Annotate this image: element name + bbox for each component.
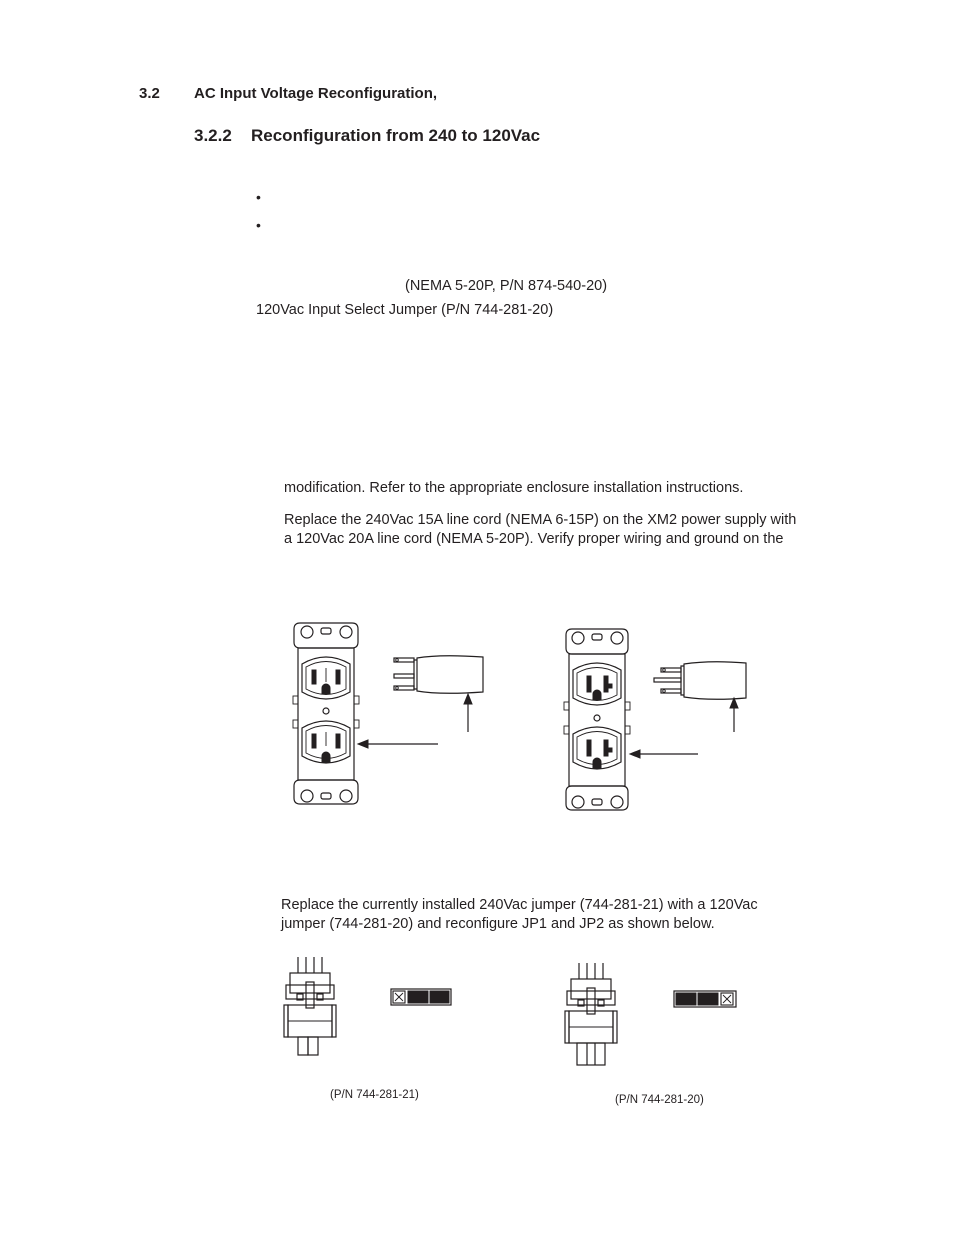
bullet-2: • — [256, 217, 261, 233]
jumper-120-connector — [563, 961, 623, 1069]
caption-jumper-240: (P/N 744-281-21) — [330, 1089, 419, 1101]
receptacle-6-15-diagram — [290, 620, 490, 810]
bullet-1: • — [256, 189, 261, 205]
paragraph-line-cord-2: a 120Vac 20A line cord (NEMA 5-20P). Verify proper wiring and ground on the — [284, 531, 784, 547]
paragraph-jumper-1: Replace the currently installed 240Vac jumper (744-281-21) with a 120Vac — [281, 897, 758, 913]
jumper-120-position — [673, 990, 737, 1008]
section-title: AC Input Voltage Reconfiguration, — [194, 85, 438, 102]
subsection-title: Reconfiguration from 240 to 120Vac — [251, 126, 541, 145]
jumper-240-position — [390, 988, 452, 1006]
paragraph-modification: modification. Refer to the appropriate enclosure installation instructions. — [284, 480, 744, 496]
receptacle-5-20-diagram — [560, 626, 760, 816]
paragraph-line-cord-1: Replace the 240Vac 15A line cord (NEMA 6-15P) on the XM2 power supply with — [284, 512, 797, 528]
caption-jumper-120: (P/N 744-281-20) — [615, 1094, 704, 1106]
jumper-240-connector — [282, 955, 342, 1059]
line-cord-part-number: (NEMA 5-20P, P/N 874-540-20) — [405, 278, 608, 294]
subsection-number: 3.2.2 — [194, 126, 232, 145]
jumper-part-number: 120Vac Input Select Jumper (P/N 744-281-20) — [256, 302, 554, 318]
section-number: 3.2 — [139, 85, 160, 102]
paragraph-jumper-2: jumper (744-281-20) and reconfigure JP1 and JP2 as shown below. — [281, 916, 715, 932]
